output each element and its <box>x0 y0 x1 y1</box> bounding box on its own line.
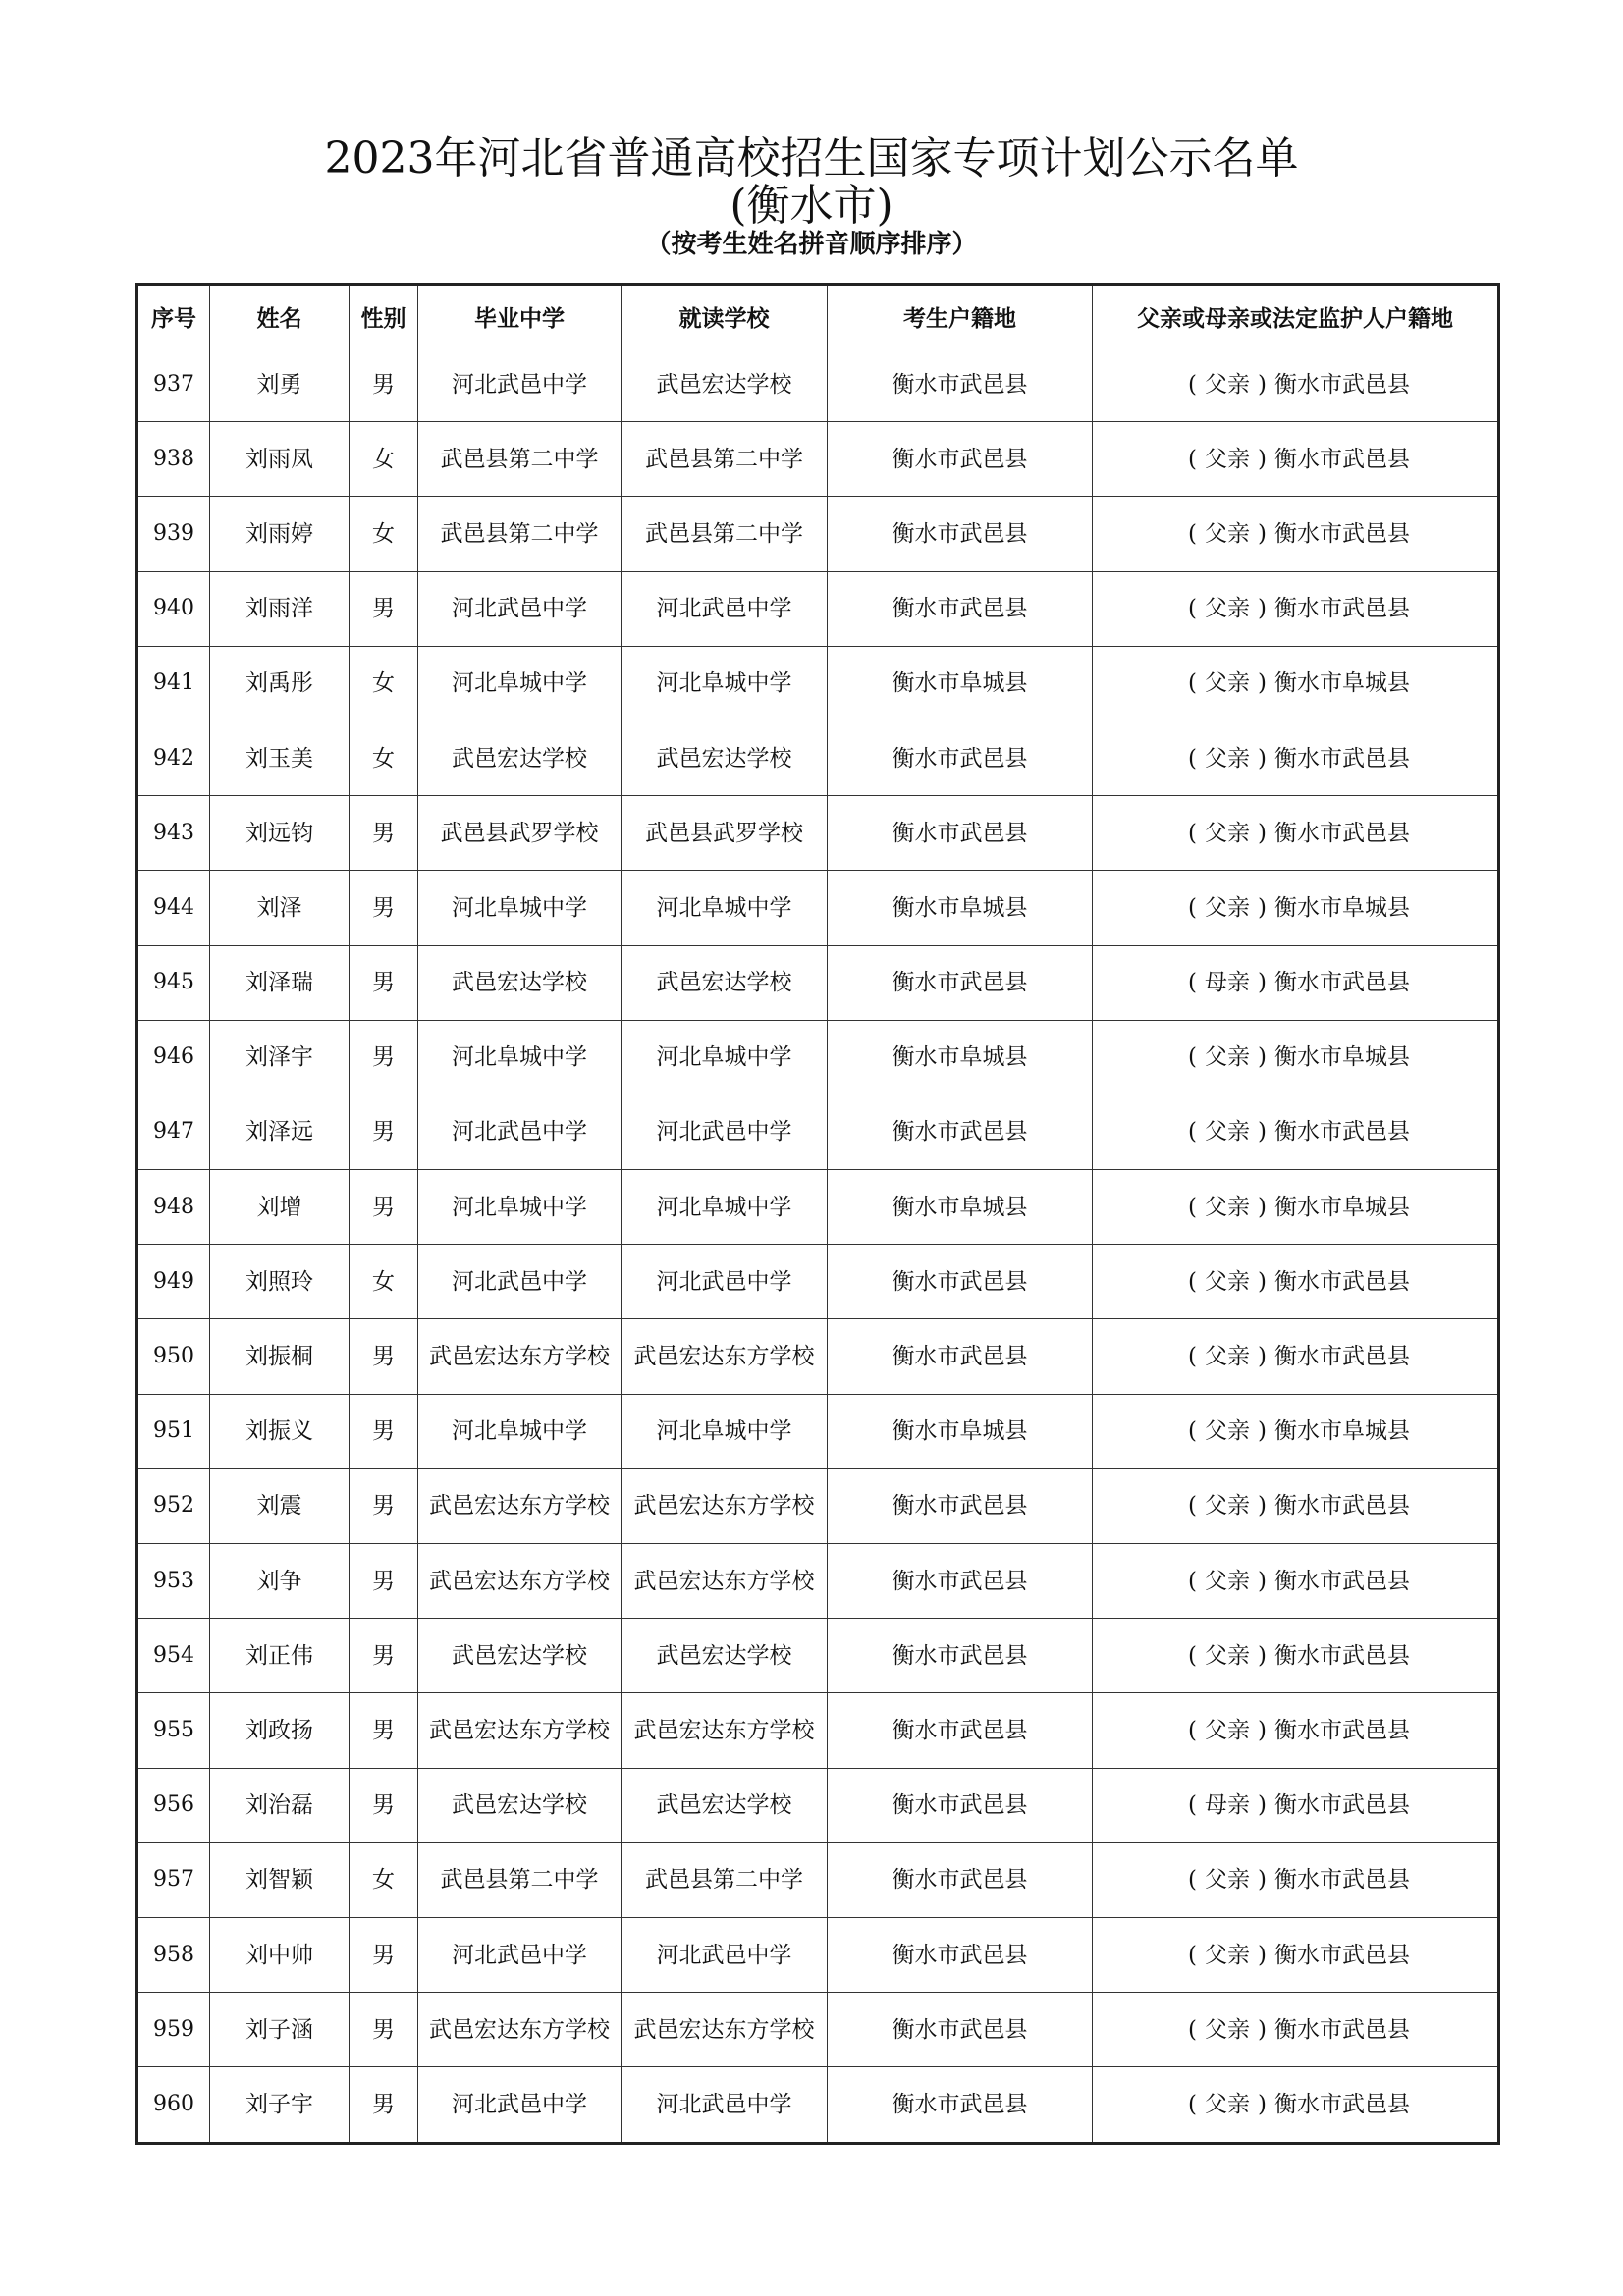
cell-guardian-hukou: ( 父亲 ) 衡水市武邑县 <box>1093 347 1499 422</box>
guardian-relation: 父亲 <box>1205 2091 1250 2117</box>
cell-grad-school: 武邑县第二中学 <box>418 497 622 571</box>
table-row <box>137 1020 1499 1095</box>
cell-guardian-hukou: ( 父亲 ) 衡水市武邑县 <box>1093 1245 1499 1319</box>
cell-no: 939 <box>137 497 210 571</box>
cell-hukou: 衡水市武邑县 <box>828 422 1093 497</box>
header-name: 姓名 <box>210 285 350 347</box>
cell-name: 刘禹彤 <box>210 646 350 721</box>
guardian-hukou-value: 衡水市武邑县 <box>1273 520 1410 547</box>
cell-gender: 男 <box>350 1170 418 1245</box>
cell-gender: 男 <box>350 1693 418 1768</box>
cell-hukou: 衡水市阜城县 <box>828 1170 1093 1245</box>
cell-name: 刘远钧 <box>210 796 350 871</box>
cell-gender: 男 <box>350 1095 418 1169</box>
table-row <box>137 1170 1499 1245</box>
cell-grad-school: 武邑宏达东方学校 <box>418 1993 622 2067</box>
cell-gender: 男 <box>350 1544 418 1619</box>
cell-guardian-hukou: ( 父亲 ) 衡水市武邑县 <box>1093 1095 1499 1169</box>
cell-hukou: 衡水市武邑县 <box>828 1993 1093 2067</box>
cell-current-school: 河北阜城中学 <box>622 1170 828 1245</box>
cell-name: 刘勇 <box>210 347 350 422</box>
cell-hukou: 衡水市武邑县 <box>828 1842 1093 1917</box>
cell-guardian-hukou: ( 父亲 ) 衡水市武邑县 <box>1093 1619 1499 1693</box>
cell-guardian-hukou: ( 父亲 ) 衡水市武邑县 <box>1093 1993 1499 2067</box>
cell-guardian-hukou: ( 父亲 ) 衡水市武邑县 <box>1093 1319 1499 1394</box>
guardian-relation: 父亲 <box>1205 670 1250 697</box>
cell-grad-school: 河北武邑中学 <box>418 1095 622 1169</box>
guardian-hukou-value: 衡水市武邑县 <box>1273 371 1410 398</box>
guardian-hukou-value: 衡水市武邑县 <box>1273 1268 1410 1295</box>
guardian-hukou-value: 衡水市武邑县 <box>1273 1942 1410 1968</box>
cell-current-school: 武邑宏达学校 <box>622 721 828 795</box>
cell-name: 刘雨婷 <box>210 497 350 571</box>
document-title: 2023年河北省普通高校招生国家专项计划公示名单 <box>324 133 1299 184</box>
header-guardian-hukou: 父亲或母亲或法定监护人户籍地 <box>1093 285 1499 347</box>
cell-hukou: 衡水市武邑县 <box>828 571 1093 646</box>
cell-gender: 男 <box>350 1394 418 1468</box>
cell-hukou: 衡水市武邑县 <box>828 1917 1093 1992</box>
cell-gender: 男 <box>350 2067 418 2143</box>
cell-grad-school: 武邑宏达东方学校 <box>418 1468 622 1543</box>
table-row <box>137 422 1499 497</box>
guardian-relation: 父亲 <box>1205 1942 1250 1968</box>
cell-grad-school: 武邑宏达学校 <box>418 945 622 1020</box>
cell-name: 刘振桐 <box>210 1319 350 1394</box>
cell-guardian-hukou: ( 父亲 ) 衡水市武邑县 <box>1093 721 1499 795</box>
guardian-relation: 父亲 <box>1205 1717 1250 1743</box>
cell-current-school: 河北阜城中学 <box>622 1394 828 1468</box>
cell-no: 942 <box>137 721 210 795</box>
cell-hukou: 衡水市阜城县 <box>828 1394 1093 1468</box>
cell-no: 943 <box>137 796 210 871</box>
guardian-hukou-value: 衡水市武邑县 <box>1273 446 1410 472</box>
cell-hukou: 衡水市武邑县 <box>828 1095 1093 1169</box>
cell-no: 944 <box>137 871 210 945</box>
cell-no: 959 <box>137 1993 210 2067</box>
header-current-school: 就读学校 <box>622 285 828 347</box>
document-subtitle-city: (衡水市) <box>730 181 893 231</box>
guardian-relation: 父亲 <box>1205 745 1250 772</box>
guardian-relation: 父亲 <box>1205 596 1250 622</box>
cell-hukou: 衡水市武邑县 <box>828 796 1093 871</box>
guardian-hukou-value: 衡水市阜城县 <box>1273 894 1410 921</box>
cell-current-school: 河北武邑中学 <box>622 571 828 646</box>
table-row <box>137 347 1499 422</box>
guardian-hukou-value: 衡水市武邑县 <box>1273 1792 1410 1819</box>
cell-gender: 男 <box>350 796 418 871</box>
guardian-hukou-value: 衡水市武邑县 <box>1273 1568 1410 1594</box>
guardian-hukou-value: 衡水市武邑县 <box>1273 1493 1410 1520</box>
guardian-hukou-value: 衡水市阜城县 <box>1273 1194 1410 1220</box>
cell-hukou: 衡水市武邑县 <box>828 497 1093 571</box>
cell-no: 956 <box>137 1768 210 1842</box>
cell-name: 刘震 <box>210 1468 350 1543</box>
cell-grad-school: 河北武邑中学 <box>418 2067 622 2143</box>
table-row <box>137 1842 1499 1917</box>
cell-current-school: 河北武邑中学 <box>622 1095 828 1169</box>
guardian-hukou-value: 衡水市武邑县 <box>1273 1717 1410 1743</box>
cell-no: 960 <box>137 2067 210 2143</box>
cell-current-school: 河北阜城中学 <box>622 646 828 721</box>
guardian-relation: 父亲 <box>1205 446 1250 472</box>
cell-hukou: 衡水市武邑县 <box>828 1619 1093 1693</box>
guardian-hukou-value: 衡水市武邑县 <box>1273 2016 1410 2043</box>
cell-no: 952 <box>137 1468 210 1543</box>
cell-no: 949 <box>137 1245 210 1319</box>
cell-hukou: 衡水市武邑县 <box>828 945 1093 1020</box>
cell-hukou: 衡水市武邑县 <box>828 1768 1093 1842</box>
cell-current-school: 武邑宏达东方学校 <box>622 1468 828 1543</box>
cell-current-school: 武邑县第二中学 <box>622 497 828 571</box>
cell-name: 刘泽 <box>210 871 350 945</box>
cell-guardian-hukou: ( 父亲 ) 衡水市武邑县 <box>1093 497 1499 571</box>
table-header-row <box>137 285 1499 347</box>
cell-no: 938 <box>137 422 210 497</box>
cell-gender: 女 <box>350 646 418 721</box>
cell-current-school: 河北武邑中学 <box>622 2067 828 2143</box>
cell-guardian-hukou: ( 父亲 ) 衡水市武邑县 <box>1093 1544 1499 1619</box>
cell-grad-school: 武邑县武罗学校 <box>418 796 622 871</box>
guardian-hukou-value: 衡水市武邑县 <box>1273 1867 1410 1894</box>
guardian-hukou-value: 衡水市武邑县 <box>1273 745 1410 772</box>
cell-name: 刘治磊 <box>210 1768 350 1842</box>
cell-name: 刘智颖 <box>210 1842 350 1917</box>
guardian-relation: 父亲 <box>1205 894 1250 921</box>
table-row <box>137 1619 1499 1693</box>
guardian-relation: 父亲 <box>1205 1642 1250 1669</box>
cell-guardian-hukou: ( 母亲 ) 衡水市武邑县 <box>1093 1768 1499 1842</box>
cell-grad-school: 武邑宏达东方学校 <box>418 1319 622 1394</box>
cell-gender: 男 <box>350 571 418 646</box>
cell-gender: 女 <box>350 721 418 795</box>
table-row <box>137 796 1499 871</box>
table-row <box>137 2067 1499 2143</box>
guardian-hukou-value: 衡水市阜城县 <box>1273 670 1410 697</box>
table-row <box>137 1245 1499 1319</box>
cell-hukou: 衡水市武邑县 <box>828 721 1093 795</box>
cell-no: 950 <box>137 1319 210 1394</box>
table-row <box>137 945 1499 1020</box>
cell-name: 刘政扬 <box>210 1693 350 1768</box>
cell-grad-school: 河北武邑中学 <box>418 347 622 422</box>
cell-current-school: 武邑宏达学校 <box>622 347 828 422</box>
cell-gender: 男 <box>350 1319 418 1394</box>
cell-hukou: 衡水市武邑县 <box>828 1468 1093 1543</box>
cell-grad-school: 河北武邑中学 <box>418 1245 622 1319</box>
cell-hukou: 衡水市阜城县 <box>828 1020 1093 1095</box>
cell-grad-school: 河北阜城中学 <box>418 1394 622 1468</box>
header-grad-school: 毕业中学 <box>418 285 622 347</box>
guardian-hukou-value: 衡水市武邑县 <box>1273 2091 1410 2117</box>
document-sort-note: （按考生姓名拼音顺序排序） <box>645 230 978 259</box>
cell-current-school: 武邑宏达东方学校 <box>622 1319 828 1394</box>
cell-current-school: 河北武邑中学 <box>622 1917 828 1992</box>
cell-current-school: 武邑宏达东方学校 <box>622 1544 828 1619</box>
guardian-relation: 父亲 <box>1205 1493 1250 1520</box>
cell-current-school: 武邑宏达学校 <box>622 1768 828 1842</box>
cell-gender: 女 <box>350 497 418 571</box>
cell-name: 刘中帅 <box>210 1917 350 1992</box>
cell-guardian-hukou: ( 父亲 ) 衡水市阜城县 <box>1093 1020 1499 1095</box>
cell-hukou: 衡水市武邑县 <box>828 1319 1093 1394</box>
guardian-relation: 父亲 <box>1205 1194 1250 1220</box>
cell-current-school: 武邑宏达东方学校 <box>622 1693 828 1768</box>
table-row <box>137 646 1499 721</box>
cell-gender: 男 <box>350 1768 418 1842</box>
cell-hukou: 衡水市武邑县 <box>828 1544 1093 1619</box>
cell-grad-school: 河北阜城中学 <box>418 1170 622 1245</box>
table-row <box>137 1468 1499 1543</box>
guardian-hukou-value: 衡水市阜城县 <box>1273 1044 1410 1071</box>
guardian-relation: 父亲 <box>1205 820 1250 846</box>
guardian-hukou-value: 衡水市武邑县 <box>1273 596 1410 622</box>
guardian-relation: 父亲 <box>1205 520 1250 547</box>
cell-no: 945 <box>137 945 210 1020</box>
cell-guardian-hukou: ( 父亲 ) 衡水市阜城县 <box>1093 1170 1499 1245</box>
guardian-relation: 父亲 <box>1205 1418 1250 1445</box>
cell-hukou: 衡水市武邑县 <box>828 1693 1093 1768</box>
cell-gender: 女 <box>350 1245 418 1319</box>
cell-guardian-hukou: ( 父亲 ) 衡水市武邑县 <box>1093 1842 1499 1917</box>
cell-gender: 男 <box>350 1993 418 2067</box>
cell-name: 刘增 <box>210 1170 350 1245</box>
cell-current-school: 武邑县第二中学 <box>622 1842 828 1917</box>
cell-gender: 女 <box>350 422 418 497</box>
cell-gender: 男 <box>350 1917 418 1992</box>
cell-hukou: 衡水市阜城县 <box>828 646 1093 721</box>
cell-grad-school: 河北阜城中学 <box>418 1020 622 1095</box>
cell-no: 957 <box>137 1842 210 1917</box>
guardian-hukou-value: 衡水市武邑县 <box>1273 970 1410 996</box>
cell-grad-school: 武邑宏达学校 <box>418 1768 622 1842</box>
table-row <box>137 1693 1499 1768</box>
cell-hukou: 衡水市武邑县 <box>828 347 1093 422</box>
cell-guardian-hukou: ( 父亲 ) 衡水市武邑县 <box>1093 422 1499 497</box>
cell-name: 刘泽瑞 <box>210 945 350 1020</box>
cell-name: 刘泽远 <box>210 1095 350 1169</box>
cell-name: 刘照玲 <box>210 1245 350 1319</box>
cell-name: 刘正伟 <box>210 1619 350 1693</box>
table-row <box>137 1319 1499 1394</box>
cell-grad-school: 武邑宏达学校 <box>418 1619 622 1693</box>
cell-grad-school: 河北阜城中学 <box>418 871 622 945</box>
cell-gender: 男 <box>350 347 418 422</box>
cell-current-school: 武邑宏达学校 <box>622 1619 828 1693</box>
cell-guardian-hukou: ( 父亲 ) 衡水市武邑县 <box>1093 571 1499 646</box>
cell-current-school: 武邑宏达东方学校 <box>622 1993 828 2067</box>
cell-guardian-hukou: ( 父亲 ) 衡水市武邑县 <box>1093 796 1499 871</box>
table-row <box>137 1768 1499 1842</box>
cell-grad-school: 武邑县第二中学 <box>418 422 622 497</box>
cell-gender: 女 <box>350 1842 418 1917</box>
guardian-relation: 父亲 <box>1205 1119 1250 1146</box>
cell-guardian-hukou: ( 父亲 ) 衡水市武邑县 <box>1093 1693 1499 1768</box>
cell-hukou: 衡水市武邑县 <box>828 2067 1093 2143</box>
cell-grad-school: 武邑宏达东方学校 <box>418 1693 622 1768</box>
cell-gender: 男 <box>350 945 418 1020</box>
cell-current-school: 武邑县武罗学校 <box>622 796 828 871</box>
table-row <box>137 871 1499 945</box>
header-hukou: 考生户籍地 <box>828 285 1093 347</box>
cell-no: 958 <box>137 1917 210 1992</box>
table-row <box>137 1917 1499 1992</box>
cell-name: 刘振义 <box>210 1394 350 1468</box>
cell-gender: 男 <box>350 1020 418 1095</box>
table-row <box>137 497 1499 571</box>
cell-hukou: 衡水市阜城县 <box>828 871 1093 945</box>
cell-guardian-hukou: ( 母亲 ) 衡水市武邑县 <box>1093 945 1499 1020</box>
table-row <box>137 571 1499 646</box>
cell-no: 937 <box>137 347 210 422</box>
cell-gender: 男 <box>350 871 418 945</box>
table-row <box>137 1544 1499 1619</box>
guardian-relation: 母亲 <box>1205 970 1250 996</box>
cell-no: 951 <box>137 1394 210 1468</box>
header-gender: 性别 <box>350 285 418 347</box>
guardian-relation: 父亲 <box>1205 1568 1250 1594</box>
cell-guardian-hukou: ( 父亲 ) 衡水市武邑县 <box>1093 1917 1499 1992</box>
cell-no: 955 <box>137 1693 210 1768</box>
cell-guardian-hukou: ( 父亲 ) 衡水市阜城县 <box>1093 1394 1499 1468</box>
cell-grad-school: 武邑宏达学校 <box>418 721 622 795</box>
roster-table <box>135 283 1500 2145</box>
header-no: 序号 <box>137 285 210 347</box>
cell-name: 刘争 <box>210 1544 350 1619</box>
cell-name: 刘雨洋 <box>210 571 350 646</box>
cell-name: 刘雨凤 <box>210 422 350 497</box>
cell-name: 刘泽宇 <box>210 1020 350 1095</box>
cell-guardian-hukou: ( 父亲 ) 衡水市武邑县 <box>1093 2067 1499 2143</box>
guardian-hukou-value: 衡水市武邑县 <box>1273 820 1410 846</box>
table-row <box>137 1394 1499 1468</box>
cell-guardian-hukou: ( 父亲 ) 衡水市阜城县 <box>1093 871 1499 945</box>
cell-current-school: 河北武邑中学 <box>622 1245 828 1319</box>
guardian-hukou-value: 衡水市武邑县 <box>1273 1642 1410 1669</box>
cell-grad-school: 武邑县第二中学 <box>418 1842 622 1917</box>
cell-current-school: 武邑宏达学校 <box>622 945 828 1020</box>
guardian-relation: 母亲 <box>1205 1792 1250 1819</box>
cell-current-school: 河北阜城中学 <box>622 871 828 945</box>
cell-guardian-hukou: ( 父亲 ) 衡水市阜城县 <box>1093 646 1499 721</box>
cell-no: 953 <box>137 1544 210 1619</box>
cell-gender: 男 <box>350 1619 418 1693</box>
cell-guardian-hukou: ( 父亲 ) 衡水市武邑县 <box>1093 1468 1499 1543</box>
table-row <box>137 1993 1499 2067</box>
guardian-relation: 父亲 <box>1205 1044 1250 1071</box>
cell-hukou: 衡水市武邑县 <box>828 1245 1093 1319</box>
cell-no: 954 <box>137 1619 210 1693</box>
cell-no: 946 <box>137 1020 210 1095</box>
cell-current-school: 河北阜城中学 <box>622 1020 828 1095</box>
guardian-relation: 父亲 <box>1205 2016 1250 2043</box>
cell-grad-school: 武邑宏达东方学校 <box>418 1544 622 1619</box>
table-row <box>137 1095 1499 1169</box>
table-row <box>137 721 1499 795</box>
guardian-relation: 父亲 <box>1205 1344 1250 1370</box>
guardian-hukou-value: 衡水市武邑县 <box>1273 1344 1410 1370</box>
cell-no: 940 <box>137 571 210 646</box>
cell-name: 刘玉美 <box>210 721 350 795</box>
cell-gender: 男 <box>350 1468 418 1543</box>
cell-no: 941 <box>137 646 210 721</box>
guardian-hukou-value: 衡水市武邑县 <box>1273 1119 1410 1146</box>
cell-name: 刘子宇 <box>210 2067 350 2143</box>
cell-no: 948 <box>137 1170 210 1245</box>
cell-no: 947 <box>137 1095 210 1169</box>
guardian-hukou-value: 衡水市阜城县 <box>1273 1418 1410 1445</box>
guardian-relation: 父亲 <box>1205 1268 1250 1295</box>
cell-name: 刘子涵 <box>210 1993 350 2067</box>
cell-grad-school: 河北武邑中学 <box>418 1917 622 1992</box>
guardian-relation: 父亲 <box>1205 1867 1250 1894</box>
cell-current-school: 武邑县第二中学 <box>622 422 828 497</box>
guardian-relation: 父亲 <box>1205 371 1250 398</box>
cell-grad-school: 河北阜城中学 <box>418 646 622 721</box>
cell-grad-school: 河北武邑中学 <box>418 571 622 646</box>
